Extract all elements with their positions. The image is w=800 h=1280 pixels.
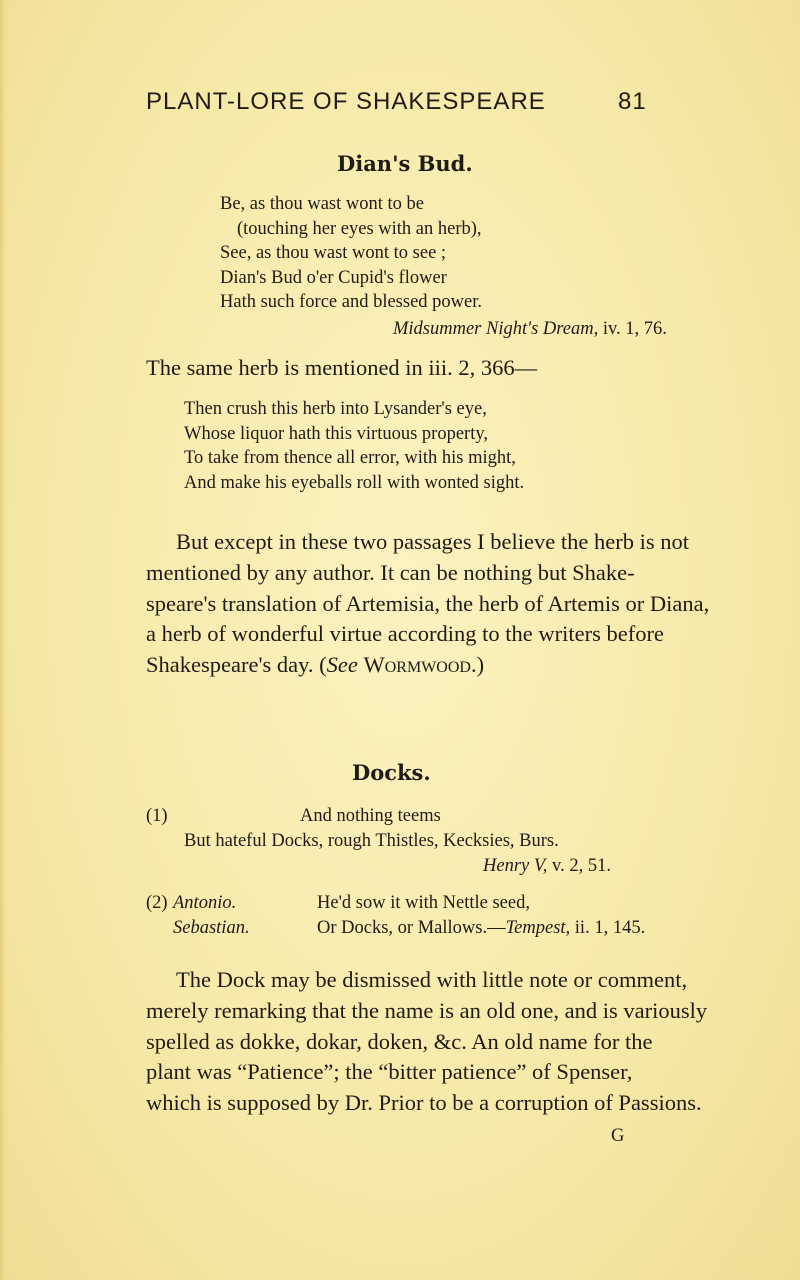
page-edge-shadow: [0, 0, 6, 1280]
verse-line: Be, as thou wast wont to be: [220, 194, 424, 214]
verse-line: Then crush this herb into Lysander's eye,: [184, 399, 487, 419]
quote-number: (2): [146, 893, 168, 913]
paragraph-line: a herb of wonderful virtue according to the writers before: [146, 621, 664, 646]
verse-line: Whose liquor hath this virtuous property,: [184, 424, 489, 444]
verse-line: To take from thence all error, with his might,: [184, 448, 516, 468]
page-number: 81: [618, 88, 647, 115]
quote-text: Or Docks, or Mallows.—: [317, 918, 506, 938]
citation: [483, 856, 611, 877]
quote-line: But hateful Docks, rough Thistles, Kecksies, Burs.: [184, 831, 559, 851]
paragraph-line: mentioned by any author. It can be nothing but Shake-: [146, 560, 635, 585]
paragraph-line: The Dock may be dismissed with little note or comment,: [176, 967, 688, 992]
speaker-name: Sebastian.: [173, 918, 250, 938]
paragraph-line: [146, 652, 484, 678]
signature-mark: G: [611, 1126, 625, 1146]
paragraph-line: But except in these two passages I believe the herb is not: [176, 529, 689, 554]
quote-line: He'd sow it with Nettle seed,: [317, 893, 530, 913]
quote-line: And nothing teems: [300, 806, 441, 826]
quote-line-with-citation: [317, 918, 645, 939]
paragraph-text-end: .): [470, 652, 485, 677]
paragraph-line: merely remarking that the name is an old one, and is variously: [146, 998, 708, 1023]
running-header-title: PLANT-LORE OF SHAKESPEARE: [146, 88, 546, 115]
paragraph-text: Shakespeare's day. (: [146, 652, 327, 677]
citation-ref: ii. 1, 145.: [574, 918, 646, 938]
verse-line: See, as thou wast wont to see ;: [220, 243, 447, 263]
citation: [393, 319, 667, 340]
citation-work: Tempest,: [505, 918, 571, 938]
body-line: The same herb is mentioned in iii. 2, 366—: [146, 355, 538, 380]
verse-line: Hath such force and blessed power.: [220, 292, 482, 312]
cross-reference-wormwood: Wormwood: [363, 652, 471, 677]
section-heading-dians-bud: Dian's Bud.: [337, 151, 473, 176]
quote-number: (1): [146, 806, 168, 826]
paragraph-line: which is supposed by Dr. Prior to be a corruption of Passions.: [146, 1090, 702, 1115]
see-reference: See: [326, 652, 358, 677]
paragraph-line: speare's translation of Artemisia, the herb of Artemis or Diana,: [146, 591, 710, 616]
citation-ref: v. 2, 51.: [552, 856, 611, 876]
citation-work: Henry V,: [483, 856, 548, 876]
citation-ref: iv. 1, 76.: [602, 319, 667, 339]
speaker-name: Antonio.: [173, 893, 237, 913]
verse-line: And make his eyeballs roll with wonted sight.: [184, 473, 525, 493]
paragraph-line: plant was “Patience”; the “bitter patience” of Spenser,: [146, 1059, 633, 1084]
verse-line: Dian's Bud o'er Cupid's flower: [220, 268, 447, 288]
section-heading-docks: Docks.: [352, 760, 431, 785]
verse-line: (touching her eyes with an herb),: [237, 219, 482, 239]
citation-work: Midsummer Night's Dream,: [393, 319, 599, 339]
paragraph-line: spelled as dokke, dokar, doken, &c. An old name for the: [146, 1029, 653, 1054]
